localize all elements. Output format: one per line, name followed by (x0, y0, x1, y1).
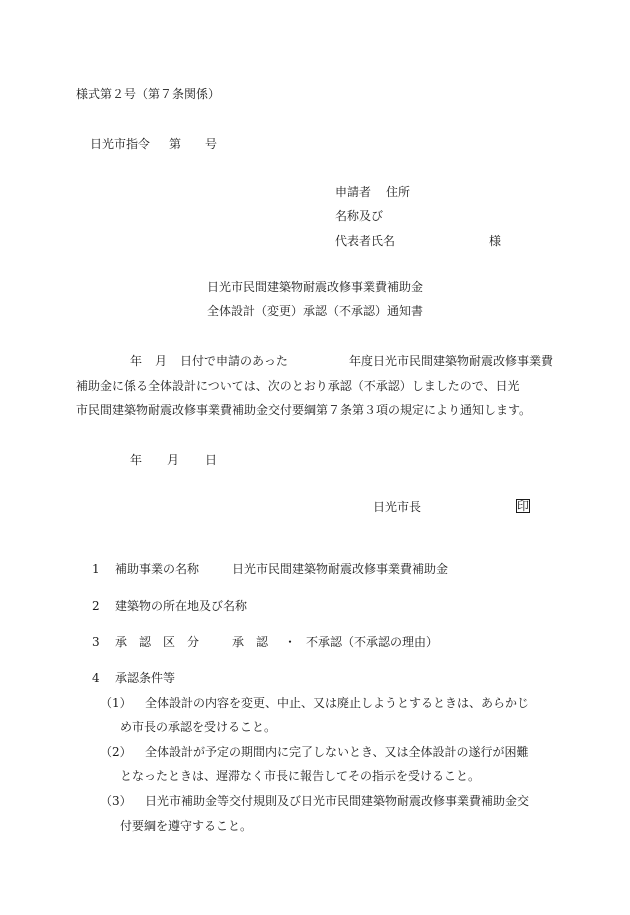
body-day-text: 日付で申請のあった (180, 354, 288, 368)
body-fiscal-text: 年度日光市民間建築物耐震改修事業費 (349, 354, 554, 368)
body-month: 月 (155, 354, 168, 368)
body-line-2: 補助金に係る全体設計については、次のとおり承認（不承認）しましたので、日光 (76, 379, 520, 393)
date-day: 日 (205, 453, 218, 467)
condition-2-line-1: 全体設計が予定の期間内に完了しないとき、又は全体設計の遂行が困難 (145, 745, 529, 759)
form-number: 様式第２号（第７条関係） (76, 87, 221, 101)
notice-number-go: 号 (205, 137, 218, 151)
item-1-number: 1 (92, 562, 100, 576)
notice-number-dai: 第 (169, 137, 182, 151)
applicant-honorific: 様 (489, 234, 502, 248)
issuer-name: 日光市長 (373, 500, 422, 514)
date-month: 月 (167, 453, 180, 467)
item-2-label: 建築物の所在地及び名称 (115, 599, 248, 613)
item-3-number: 3 (92, 635, 100, 649)
official-seal: 印 (517, 499, 530, 513)
item-3-separator: ・ (284, 635, 297, 649)
body-year: 年 (130, 354, 143, 368)
applicant-label: 申請者 (335, 185, 372, 199)
item-4-number: 4 (92, 671, 100, 685)
condition-1-line-1: 全体設計の内容を変更、中止、又は廃止しようとするときは、あらかじ (145, 696, 530, 710)
condition-3-line-1: 日光市補助金等交付規則及び日光市民間建築物耐震改修事業費補助金交 (145, 794, 530, 808)
date-year: 年 (130, 453, 143, 467)
item-4-label: 承認条件等 (115, 671, 176, 685)
condition-3-line-2: 付要綱を遵守すること。 (120, 819, 253, 833)
item-3-approve: 承 認 (232, 635, 269, 649)
condition-1-line-2: め市長の承認を受けること。 (120, 720, 277, 734)
item-1-label: 補助事業の名称 (115, 562, 200, 576)
condition-3-number: （3） (100, 794, 132, 808)
title-line-1: 日光市民間建築物耐震改修事業費補助金 (206, 280, 423, 294)
condition-1-number: （1） (100, 696, 132, 710)
body-line-3: 市民間建築物耐震改修事業費補助金交付要綱第７条第３項の規定により通知します。 (76, 403, 532, 417)
applicant-name-label: 名称及び (335, 209, 384, 223)
item-2-number: 2 (92, 599, 100, 613)
condition-2-number: （2） (100, 745, 132, 759)
notice-number-prefix: 日光市指令 (90, 137, 151, 151)
item-3-disapprove: 不承認（不承認の理由） (306, 635, 439, 649)
item-1-value: 日光市民間建築物耐震改修事業費補助金 (232, 562, 449, 576)
condition-2-line-2: となったときは、遅滞なく市長に報告してその指示を受けること。 (120, 769, 481, 783)
title-line-2: 全体設計（変更）承認（不承認）通知書 (206, 304, 423, 318)
item-3-label: 承 認 区 分 (115, 635, 200, 649)
applicant-representative-label: 代表者氏名 (335, 234, 396, 248)
applicant-address-label: 住所 (386, 185, 411, 199)
